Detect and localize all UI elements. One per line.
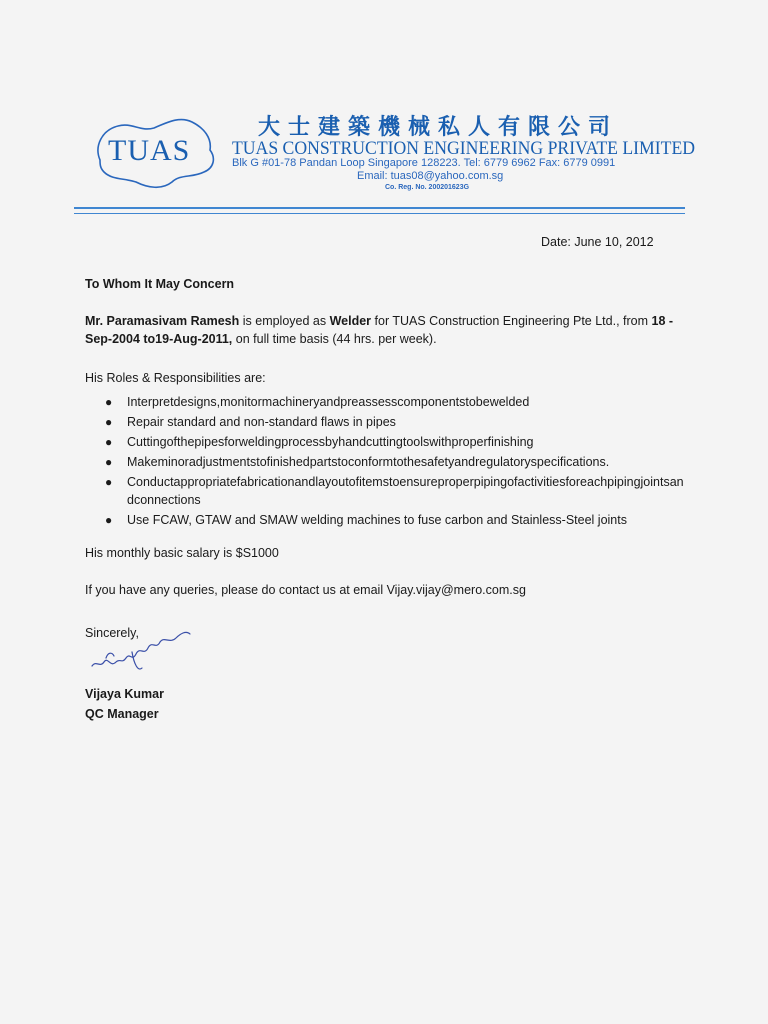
list-item	[105, 511, 690, 529]
roles-heading: His Roles & Responsibilities are:	[85, 371, 266, 385]
employee-name: Mr. Paramasivam Ramesh	[85, 314, 240, 328]
list-item	[105, 473, 690, 509]
letterhead-divider-thin	[74, 213, 685, 214]
company-name: TUAS CONSTRUCTION ENGINEERING PRIVATE LIMITED	[232, 138, 696, 159]
closing: Sincerely,	[85, 626, 139, 640]
list-item-text: Makeminoradjustmentstofinishedpartstoconformtothesafetyandregulatoryspecifications.	[127, 455, 610, 469]
letter-date: Date: June 10, 2012	[541, 235, 654, 249]
bullet-icon: ●	[105, 455, 113, 469]
company-chinese-name: 大士建築機械私人有限公司	[258, 114, 619, 140]
bullet-icon: ●	[105, 415, 113, 429]
employee-role: Welder	[329, 314, 372, 328]
para-text: for TUAS Construction Engineering Pte Ltd., from	[371, 314, 652, 328]
bullet-icon: ●	[105, 513, 113, 527]
list-item-text: Repair standard and non-standard flaws in pipes	[127, 415, 396, 429]
letterhead-divider	[74, 207, 685, 209]
bullet-icon: ●	[105, 475, 113, 489]
list-item-text: Cuttingofthepipesforweldingprocessbyhandcuttingtoolswithproperfinishing	[127, 435, 534, 449]
list-item	[105, 433, 690, 451]
company-logo	[88, 108, 220, 198]
list-item-text: Interpretdesigns,monitormachineryandpreassesscomponentstobewelded	[127, 395, 530, 409]
list-item	[105, 453, 690, 471]
signer-name: Vijaya Kumar	[85, 687, 164, 701]
list-item	[105, 413, 690, 431]
logo-text: TUAS	[108, 134, 191, 167]
list-item-text: Use FCAW, GTAW and SMAW welding machines to fuse carbon and Stainless-Steel joints	[127, 513, 627, 527]
company-reg-no: Co. Reg. No. 200201623G	[385, 184, 470, 191]
list-item	[105, 393, 690, 411]
para-text: is employed as	[239, 314, 330, 328]
bullet-icon: ●	[105, 395, 113, 409]
salutation: To Whom It May Concern	[85, 277, 235, 291]
bullet-icon: ●	[105, 435, 113, 449]
para-text: on full time basis (44 hrs. per week).	[232, 332, 437, 346]
signer-title: QC Manager	[85, 707, 159, 721]
list-item-text: Conductappropriatefabricationandlayoutofitemstoensureproperpipingofactivitiesforeachpipingjointsandconnections	[127, 475, 684, 507]
employment-period: 18 - Sep-2004 to19-Aug-2011,	[85, 314, 674, 346]
responsibilities-list	[105, 393, 690, 531]
salary-line: His monthly basic salary is $S1000	[85, 546, 279, 560]
company-address: Blk G #01-78 Pandan Loop Singapore 128223. Tel: 6779 6962 Fax: 6779 0991	[232, 157, 616, 169]
company-email: Email: tuas08@yahoo.com.sg	[357, 170, 504, 182]
signature-icon	[86, 622, 196, 680]
queries-line: If you have any queries, please do contact us at email Vijay.vijay@mero.com.sg	[85, 583, 526, 597]
employment-paragraph	[85, 312, 685, 348]
